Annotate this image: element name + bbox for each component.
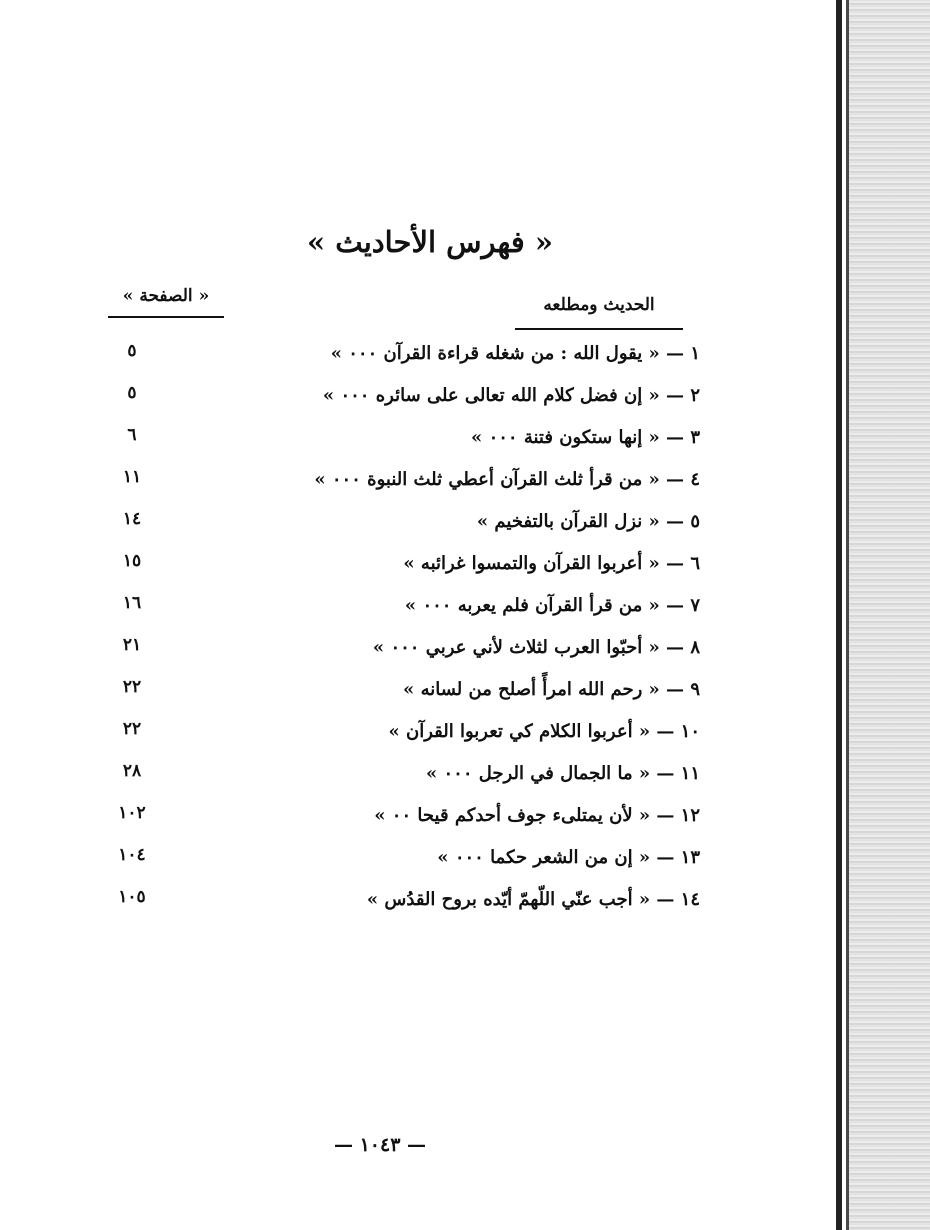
index-entry — [80, 712, 700, 754]
entry-hadith: « لأن يمتلىء جوف أحدكم قيحا ٠٠ » — [374, 805, 651, 826]
page-number: — ١٠٤٣ — — [333, 1134, 427, 1156]
entry-text: ١٠ — « أعربوا الكلام كي تعربوا القرآن » — [388, 721, 700, 742]
page-title: « فهرس الأحاديث » — [307, 225, 553, 259]
entry-page: ٢٨ — [122, 761, 142, 781]
entry-hadith: « أعربوا الكلام كي تعربوا القرآن » — [388, 721, 651, 742]
entry-number: ٨ — [690, 637, 700, 658]
index-entry — [80, 754, 700, 796]
entry-hadith: « أعربوا القرآن والتمسوا غرائبه » — [403, 553, 660, 574]
entry-text: ١٤ — « أجب عنّي اللّهمّ أيّده بروح القدُس » — [366, 889, 700, 910]
entry-page: ٦ — [127, 425, 137, 445]
entry-number: ١٢ — [680, 805, 700, 826]
hadith-column-header: الحديث ومطلعه — [543, 295, 655, 315]
entry-page: ١٤ — [122, 509, 142, 529]
index-entry — [80, 880, 700, 922]
entry-hadith: « أجب عنّي اللّهمّ أيّده بروح القدُس » — [366, 889, 651, 910]
entry-number: ١١ — [680, 763, 700, 784]
entry-number: ٢ — [690, 385, 700, 406]
entry-hadith: « إنها ستكون فتنة ٠٠٠ » — [471, 427, 660, 448]
index-entry — [80, 334, 700, 376]
entry-hadith: « أحبّوا العرب لثلاث لأني عربي ٠٠٠ » — [372, 637, 660, 658]
index-entry — [80, 628, 700, 670]
index-entry — [80, 376, 700, 418]
entry-text: ٦ — « أعربوا القرآن والتمسوا غرائبه » — [403, 553, 700, 574]
index-entry — [80, 838, 700, 880]
entry-text: ٣ — « إنها ستكون فتنة ٠٠٠ » — [471, 427, 700, 448]
entry-number: ٦ — [690, 553, 700, 574]
entry-page: ١٦ — [122, 593, 142, 613]
entry-page: ١٠٥ — [118, 887, 146, 907]
entry-text: ٩ — « رحم الله امرأً أصلح من لسانه » — [403, 679, 700, 700]
entry-hadith: « رحم الله امرأً أصلح من لسانه » — [403, 679, 660, 700]
index-entry — [80, 586, 700, 628]
entry-hadith: « من قرأ القرآن فلم يعربه ٠٠٠ » — [404, 595, 660, 616]
entry-page: ٥ — [127, 383, 137, 403]
entry-page: ١٠٢ — [118, 803, 146, 823]
entry-text: ٥ — « نزل القرآن بالتفخيم » — [476, 511, 700, 532]
entry-number: ٣ — [690, 427, 700, 448]
entry-hadith: « من قرأ ثلث القرآن أعطي ثلث النبوة ٠٠٠ » — [314, 469, 660, 490]
entry-number: ١ — [690, 343, 700, 364]
entry-number: ٩ — [690, 679, 700, 700]
binding-shadow-line — [846, 0, 849, 1230]
entry-text: ١١ — « ما الجمال في الرجل ٠٠٠ » — [425, 763, 700, 784]
entry-number: ١٤ — [680, 889, 700, 910]
entry-number: ١٣ — [680, 847, 700, 868]
index-entry — [80, 502, 700, 544]
entry-text: ٧ — « من قرأ القرآن فلم يعربه ٠٠٠ » — [404, 595, 700, 616]
index-entry — [80, 460, 700, 502]
entry-hadith: « يقول الله : من شغله قراءة القرآن ٠٠٠ » — [330, 343, 660, 364]
hadith-column-underline — [515, 328, 683, 330]
entry-text: ١٣ — « إن من الشعر حكما ٠٠٠ » — [437, 847, 700, 868]
hadith-index-list — [80, 334, 700, 922]
entry-page: ١١ — [122, 467, 142, 487]
index-entry — [80, 544, 700, 586]
entry-number: ٥ — [690, 511, 700, 532]
entry-text: ١ — « يقول الله : من شغله قراءة القرآن ٠٠٠ » — [330, 343, 700, 364]
page-column-header: « الصفحة » — [122, 286, 210, 306]
book-binding-edge — [836, 0, 930, 1230]
index-entry — [80, 418, 700, 460]
entry-text: ٢ — « إن فضل كلام الله تعالى على سائره ٠٠٠ » — [322, 385, 700, 406]
entry-text: ١٢ — « لأن يمتلىء جوف أحدكم قيحا ٠٠ » — [374, 805, 700, 826]
entry-page: ١٥ — [122, 551, 142, 571]
entry-text: ٤ — « من قرأ ثلث القرآن أعطي ثلث النبوة ٠٠٠ » — [314, 469, 700, 490]
entry-hadith: « نزل القرآن بالتفخيم » — [476, 511, 660, 532]
entry-page: ٢٢ — [122, 719, 142, 739]
entry-page: ٢١ — [122, 635, 142, 655]
entry-hadith: « ما الجمال في الرجل ٠٠٠ » — [425, 763, 651, 784]
entry-hadith: « إن فضل كلام الله تعالى على سائره ٠٠٠ » — [322, 385, 660, 406]
entry-page: ٥ — [127, 341, 137, 361]
entry-number: ٤ — [690, 469, 700, 490]
page-column-underline — [108, 316, 224, 318]
entry-text: ٨ — « أحبّوا العرب لثلاث لأني عربي ٠٠٠ » — [372, 637, 700, 658]
index-entry — [80, 796, 700, 838]
entry-number: ١٠ — [680, 721, 700, 742]
entry-page: ١٠٤ — [118, 845, 146, 865]
entry-hadith: « إن من الشعر حكما ٠٠٠ » — [437, 847, 651, 868]
entry-number: ٧ — [690, 595, 700, 616]
entry-page: ٢٢ — [122, 677, 142, 697]
index-entry — [80, 670, 700, 712]
